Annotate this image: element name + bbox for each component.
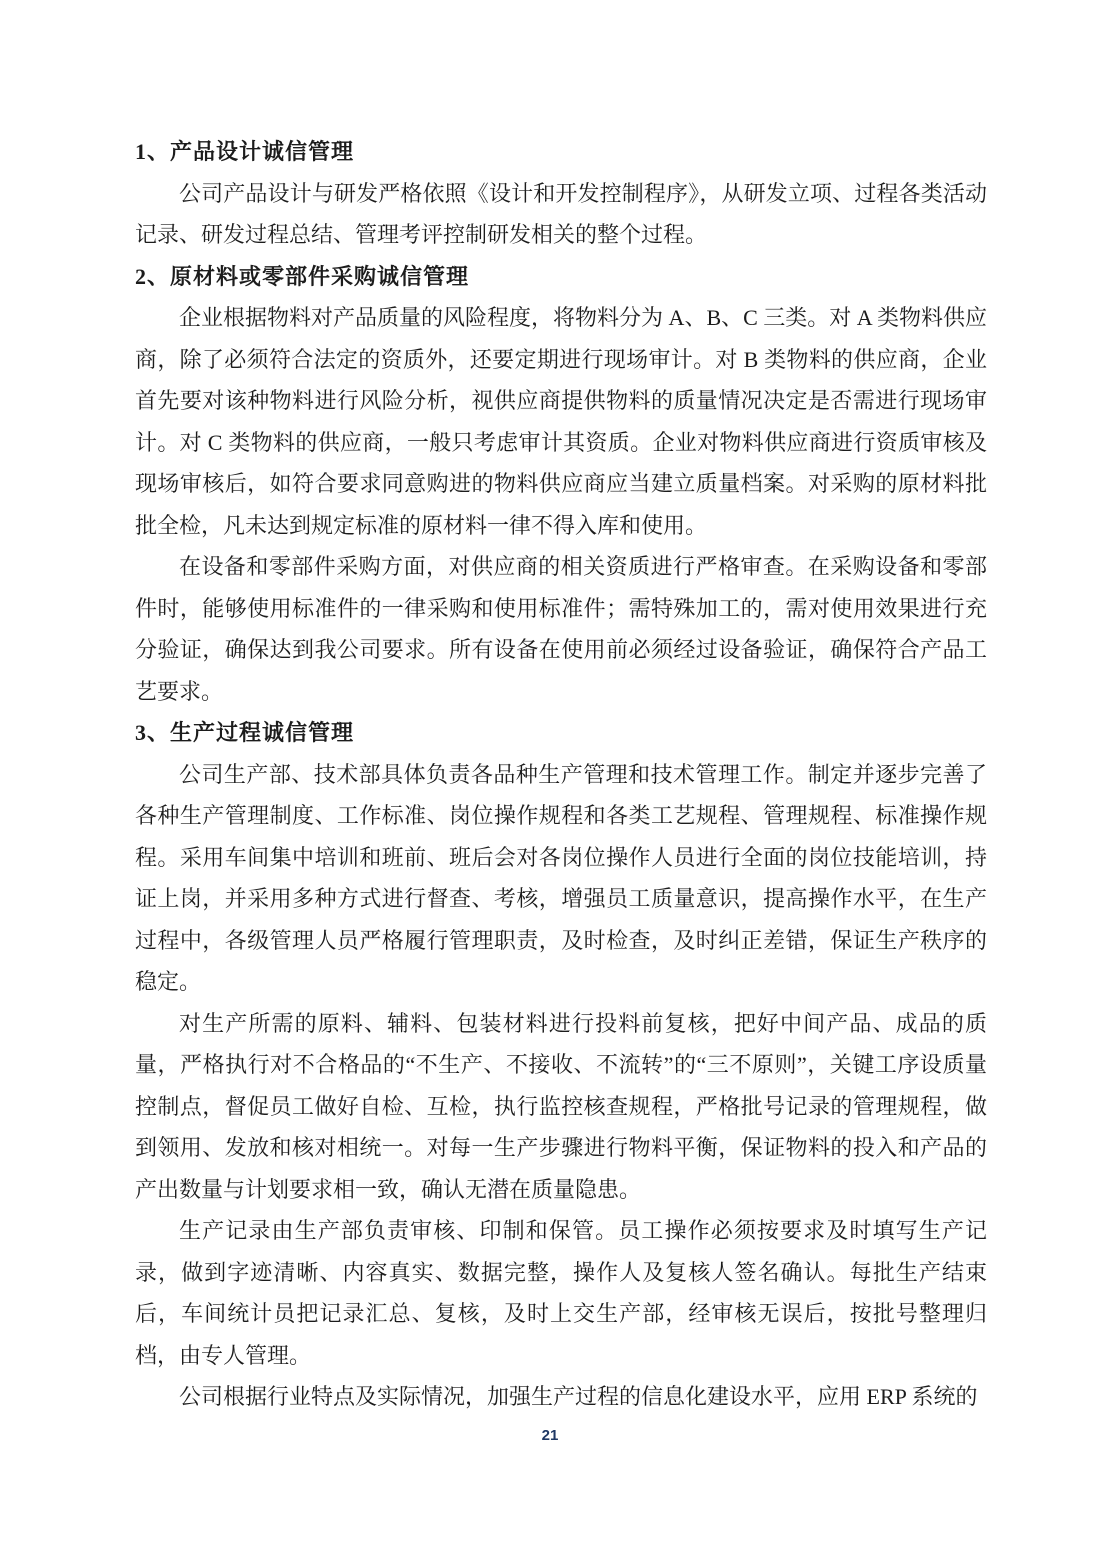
document-content bbox=[135, 131, 987, 1418]
section-heading-material-procurement: 2、原材料或零部件采购诚信管理 bbox=[135, 263, 470, 289]
paragraph: 公司根据行业特点及实际情况，加强生产过程的信息化建设水平，应用 ERP 系统的 bbox=[179, 1384, 978, 1409]
page-number: 21 bbox=[541, 1427, 559, 1444]
paragraph: 公司生产部、技术部具体负责各品种生产管理和技术管理工作。制定并逐步完善了各种生产管理制度、工作标准、岗位操作规程和各类工艺规程、管理规程、标准操作规程。采用车间集中培训和班前、班后会对各岗位操作人员进行全面的岗位技能培训，持证上岗，并采用多种方式进行督查、考核，增强员工质量意识，提高操作水平，在生产过程中，各级管理人员严格履行管理职责，及时检查，及时纠正差错，保证生产秩序的稳定。 bbox=[135, 761, 987, 994]
paragraph: 公司产品设计与研发严格依照《设计和开发控制程序》，从研发立项、过程各类活动记录、研发过程总结、管理考评控制研发相关的整个过程。 bbox=[135, 180, 987, 247]
section-heading-production-process: 3、生产过程诚信管理 bbox=[135, 720, 355, 745]
paragraph: 企业根据物料对产品质量的风险程度，将物料分为 A、B、C 三类。对 A 类物料供应商，除了必须符合法定的资质外，还要定期进行现场审计。对 B 类物料的供应商，企业首先要对该种物料进行风险分析，视供应商提供物料的质量情况决定是否需进行现场审计。对 C 类物料的供应商，一般只考虑审计其资质。企业对物料供应商进行资质审核及现场审核后，如符合要求同意购进的物料供应商应当建立质量档案。对采购的原材料批批全检，凡未达到规定标准的原材料一律不得入库和使用。 bbox=[135, 305, 987, 538]
paragraph: 在设备和零部件采购方面，对供应商的相关资质进行严格审查。在采购设备和零部件时，能够使用标准件的一律采购和使用标准件；需特殊加工的，需对使用效果进行充分验证，确保达到我公司要求。所有设备在使用前必须经过设备验证，确保符合产品工艺要求。 bbox=[135, 554, 987, 704]
paragraph: 生产记录由生产部负责审核、印制和保管。员工操作必须按要求及时填写生产记录，做到字迹清晰、内容真实、数据完整，操作人及复核人签名确认。每批生产结束后，车间统计员把记录汇总、复核，及时上交生产部，经审核无误后，按批号整理归档，由专人管理。 bbox=[135, 1218, 987, 1368]
paragraph: 对生产所需的原料、辅料、包装材料进行投料前复核，把好中间产品、成品的质量，严格执行对不合格品的“不生产、不接收、不流转”的“三不原则”，关键工序设质量控制点，督促员工做好自检、互检，执行监控核查规程，严格批号记录的管理规程，做到领用、发放和核对相统一。对每一生产步骤进行物料平衡，保证物料的投入和产品的产出数量与计划要求相一致，确认无潜在质量隐患。 bbox=[135, 1010, 987, 1202]
section-heading-product-design: 1、产品设计诚信管理 bbox=[135, 139, 355, 164]
